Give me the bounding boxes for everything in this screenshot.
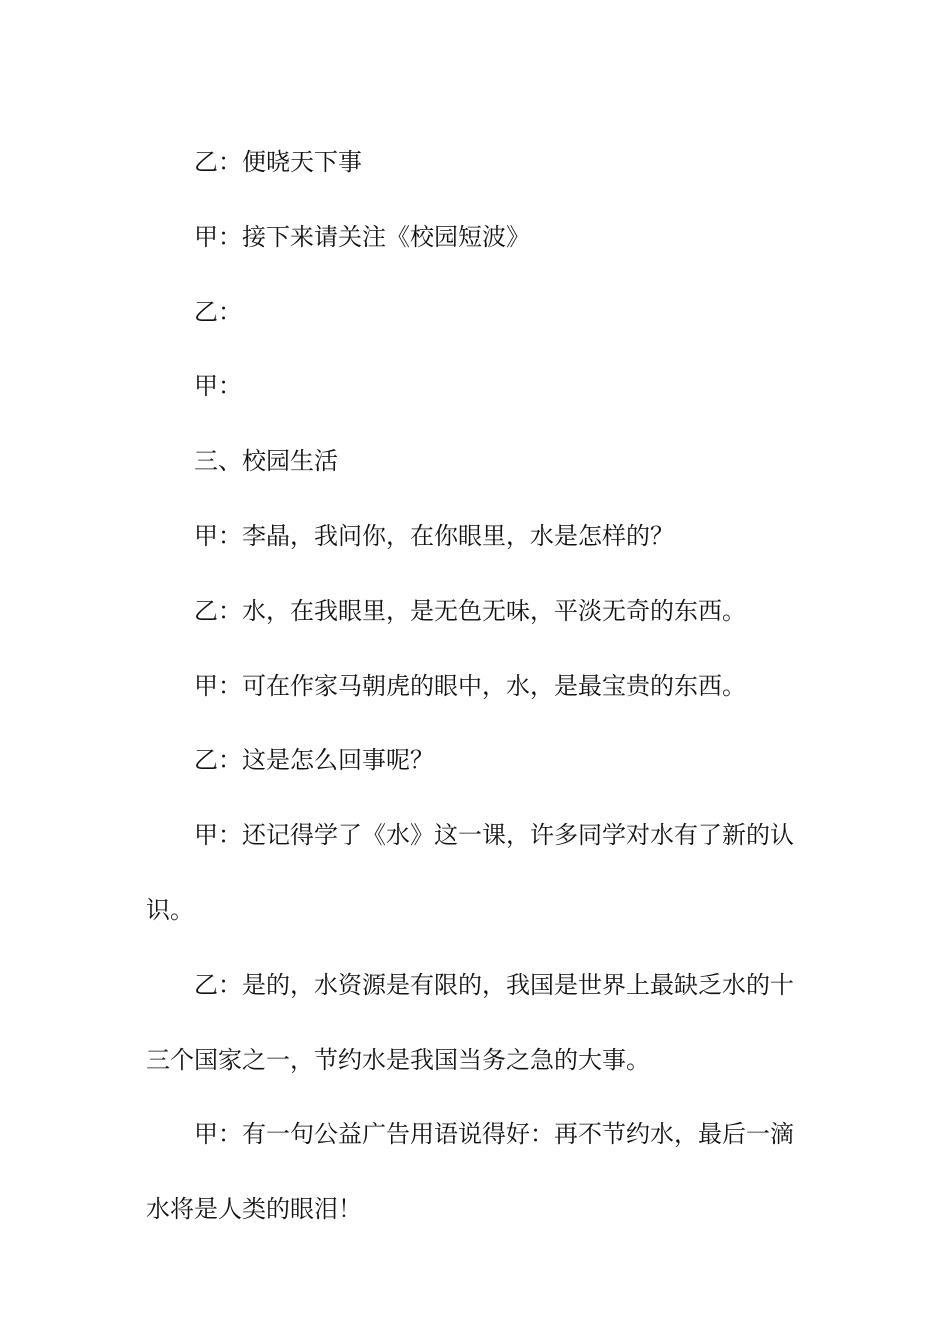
dialogue-line: 乙：便晓天下事: [194, 148, 362, 176]
dialogue-line: 乙：这是怎么回事呢？: [194, 746, 434, 775]
dialogue-line: 乙：: [194, 297, 242, 326]
dialogue-line: 甲：可在作家马朝虎的眼中，水，是最宝贵的东西。: [194, 671, 746, 700]
dialogue-line: 甲：还记得学了《水》这一课，许多同学对水有了新的认识。: [146, 821, 794, 924]
dialogue-line: 乙：是的，水资源是有限的，我国是世界上最缺乏水的十三个国家之一，节约水是我国当务之急的大事。: [146, 970, 794, 1074]
dialogue-line: 甲：李晶，我问你，在你眼里，水是怎样的？: [194, 521, 674, 550]
dialogue-line: 甲：有一句公益广告用语说得好：再不节约水，最后一滴水将是人类的眼泪！: [146, 1120, 794, 1224]
dialogue-text: [146, 125, 806, 1247]
dialogue-line: 甲：: [194, 372, 242, 401]
section-heading: 三、校园生活: [194, 447, 338, 476]
dialogue-line: 甲：接下来请关注《校园短波》: [194, 222, 530, 251]
dialogue-line: 乙：水，在我眼里，是无色无味，平淡无奇的东西。: [194, 596, 746, 625]
